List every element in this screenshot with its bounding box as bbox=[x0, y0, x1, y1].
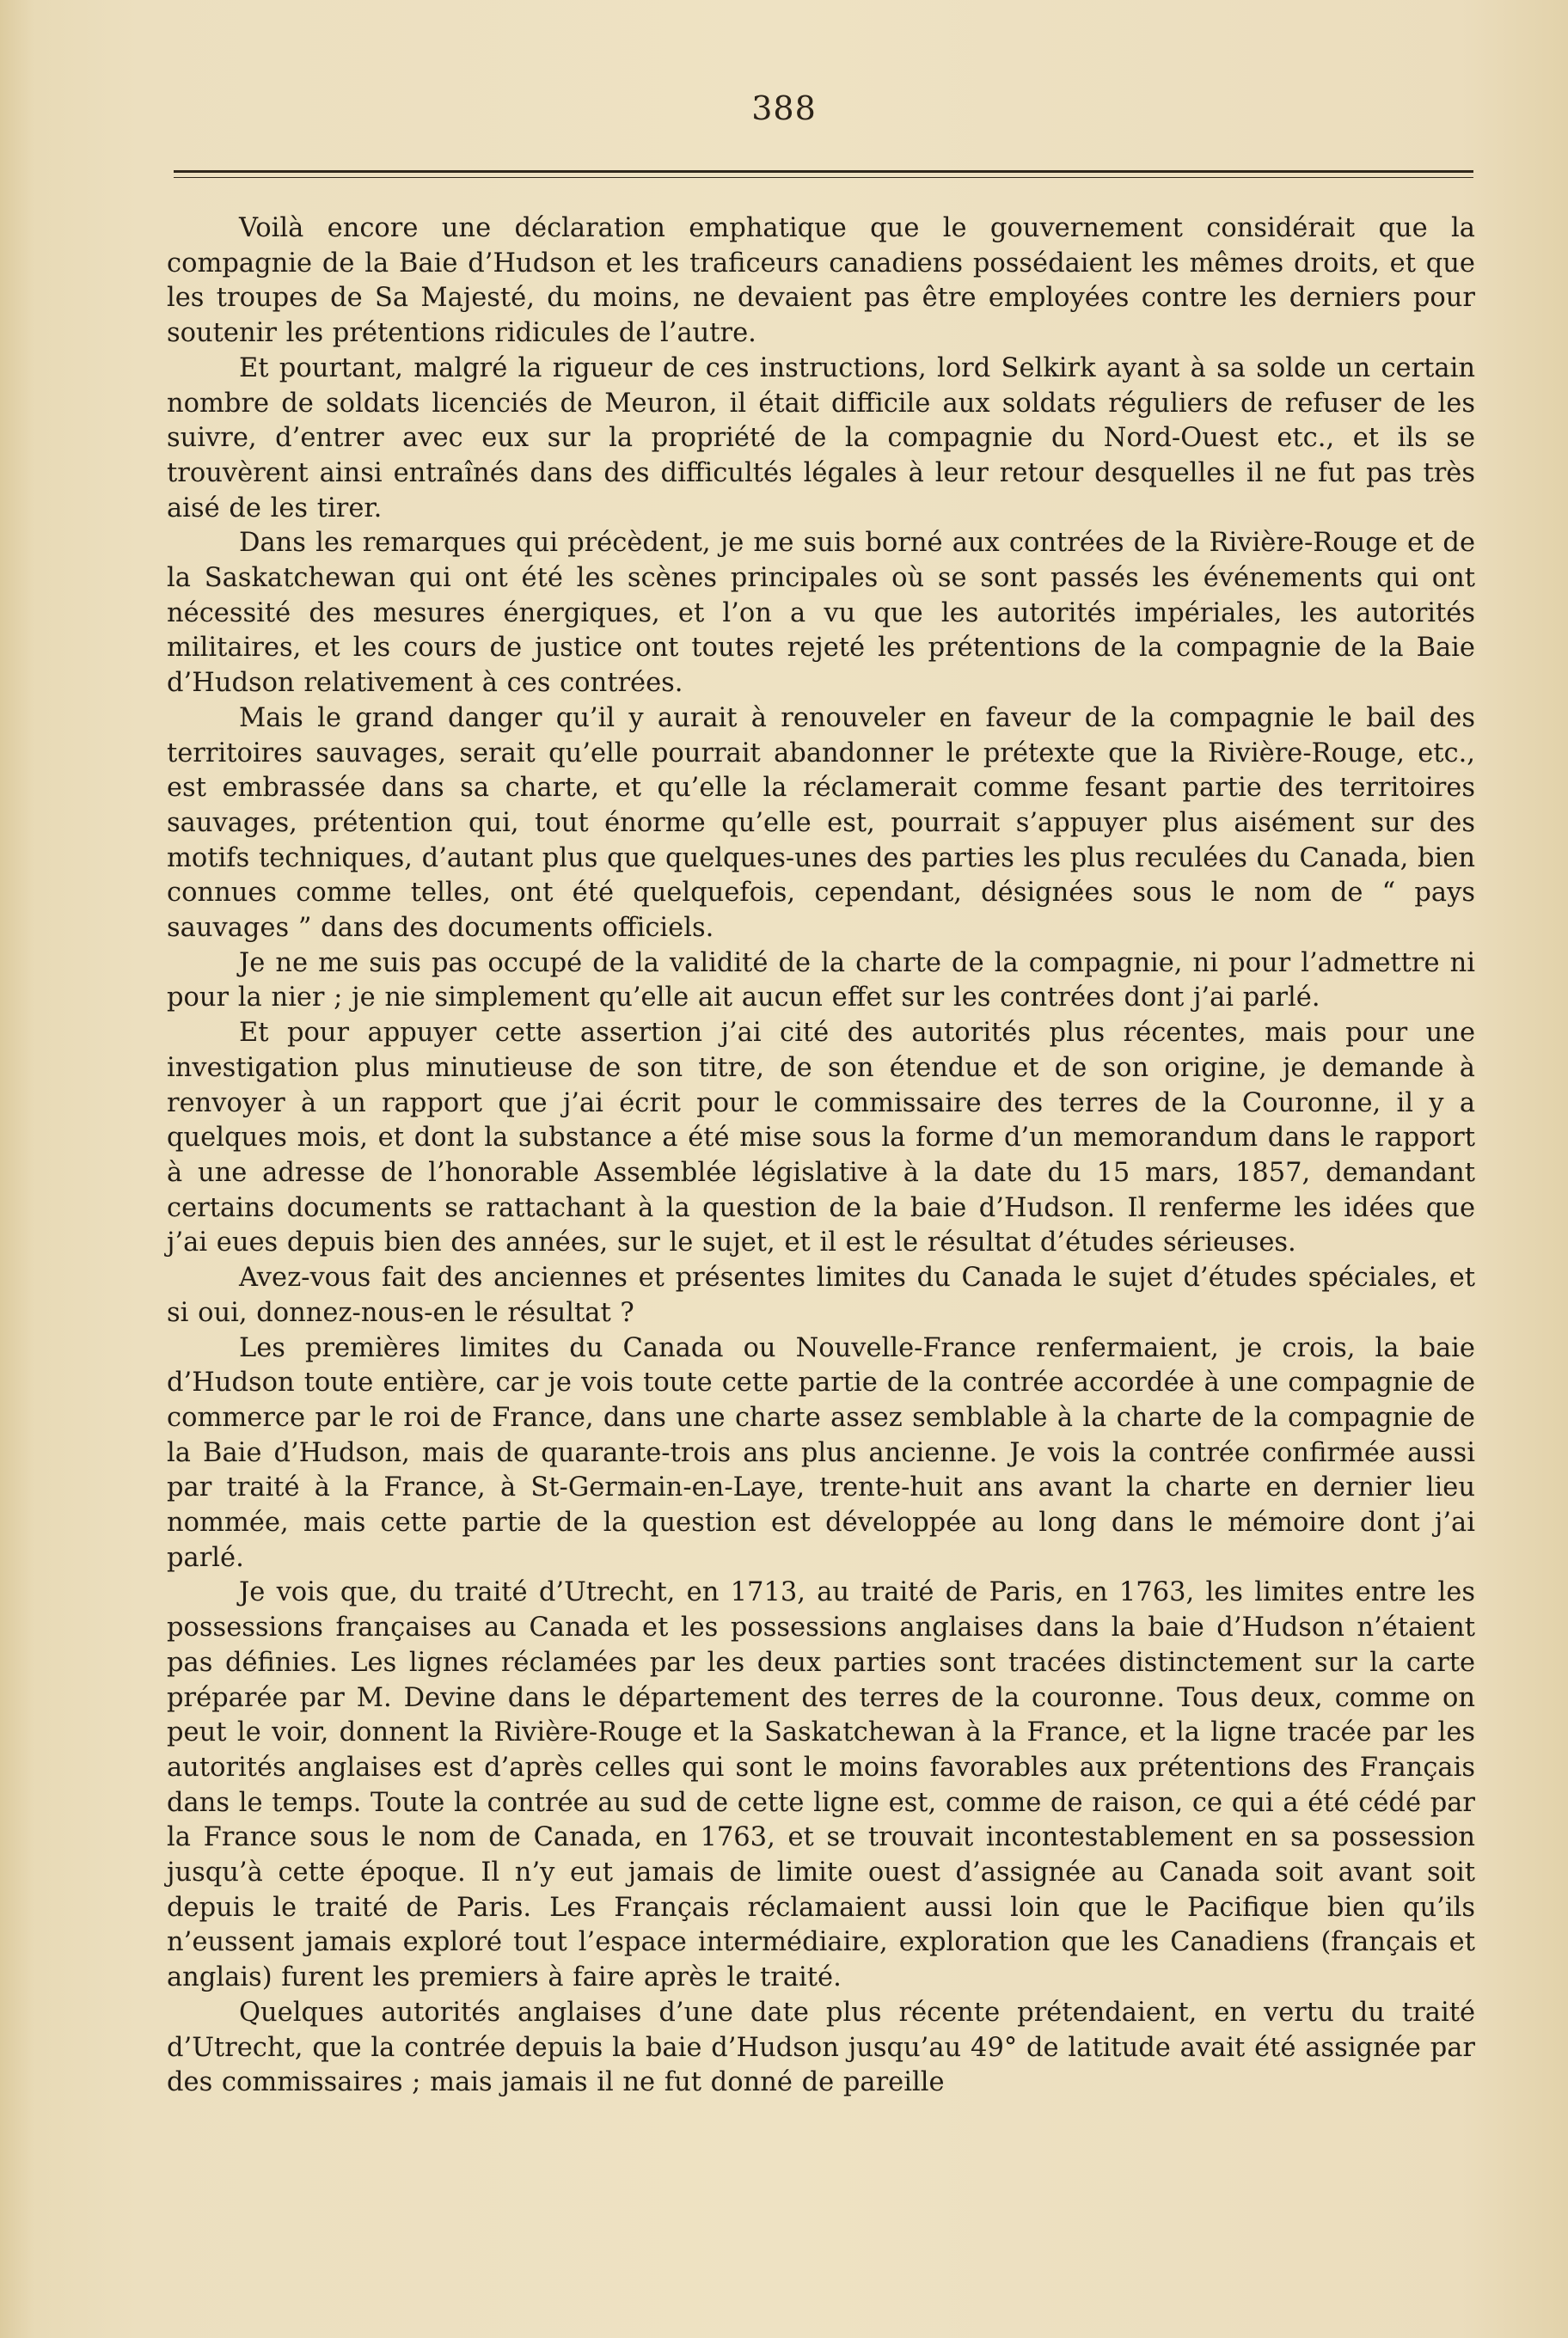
paragraph: Les premières limites du Canada ou Nouvelle-France renfermaient, je crois, la baie d’Hudson toute entière, car je vois toute cette partie de la contrée accordée à une compagnie de commerce par le roi de France, dans une charte assez semblable à la charte de la compagnie de la Baie d’Hudson, mais de quarante-trois ans plus ancienne. Je vois la contrée confirmée aussi par traité à la France, à St-Germain-en-Laye, trente-huit ans avant la charte en dernier lieu nommée, mais cette partie de la question est développée au long dans le mémoire dont j’ai parlé. bbox=[167, 1332, 1475, 1573]
paragraph: Et pourtant, malgré la rigueur de ces instructions, lord Selkirk ayant à sa solde un certain nombre de soldats licenciés de Meuron, il était difficile aux soldats réguliers de refuser de les suivre, d’entrer avec eux sur la propriété de la compagnie du Nord-Ouest etc., et ils se trouvèrent ainsi entraînés dans des difficultés légales à leur retour desquelles il ne fut pas très aisé de les tirer. bbox=[167, 352, 1475, 523]
paragraph: Voilà encore une déclaration emphatique que le gouvernement considérait que la compagnie de la Baie d’Hudson et les traficeurs canadiens possédaient les mêmes droits, et que les troupes de Sa Majesté, du moins, ne devaient pas être employées contre les derniers pour soutenir les prétentions ridicules de l’autre. bbox=[167, 213, 1475, 349]
paragraph: Je vois que, du traité d’Utrecht, en 1713, au traité de Paris, en 1763, les limites entre les possessions françaises au Canada et les possessions anglaises dans la baie d’Hudson n’étaient pas définies. Les lignes réclamées par les deux parties sont tracées distinctement sur la carte préparée par M. Devine dans le département des terres de la couronne. Tous deux, comme on peut le voir, donnent la Rivière-Rouge et la Saskatchewan à la France, et la ligne tracée par les autorités anglaises est d’après celles qui sont le moins favorables aux prétentions des Français dans le temps. Toute la contrée au sud de cette ligne est, comme de raison, ce qui a été cédé par la France sous le nom de Canada, en 1763, et se trouvait incontestablement en sa possession jusqu’à cette époque. Il n’y eut jamais de limite ouest d’assignée au Canada soit avant soit depuis le traité de Paris. Les Français réclamaient aussi loin que le Pacifique bien qu’ils n’eussent jamais exploré tout l’espace intermédiaire, exploration que les Canadiens (français et anglais) furent les premiers à faire après le traité. bbox=[167, 1577, 1475, 1993]
page-number: 388 bbox=[751, 89, 817, 127]
header-rule-thin bbox=[174, 177, 1473, 178]
paragraph: Avez-vous fait des anciennes et présentes limites du Canada le sujet d’études spéciales, et si oui, donnez-nous-en le résultat ? bbox=[167, 1263, 1475, 1328]
body-text bbox=[167, 211, 1475, 2101]
paragraph: Dans les remarques qui précèdent, je me suis borné aux contrées de la Rivière-Rouge et de la Saskatchewan qui ont été les scènes principales où se sont passés les événements qui ont nécessité des mesures énergiques, et l’on a vu que les autorités impériales, les autorités militaires, et les cours de justice ont toutes rejeté les prétentions de la compagnie de la Baie d’Hudson relativement à ces contrées. bbox=[167, 528, 1475, 699]
paragraph: Quelques autorités anglaises d’une date plus récente prétendaient, en vertu du traité d’Utrecht, que la contrée depuis la baie d’Hudson jusqu’au 49° de latitude avait été assignée par des commissaires ; mais jamais il ne fut donné de pareille bbox=[167, 1997, 1475, 2098]
header-rule-thick bbox=[174, 170, 1473, 173]
paragraph: Mais le grand danger qu’il y aurait à renouveler en faveur de la compagnie le bail des territoires sauvages, serait qu’elle pourrait abandonner le prétexte que la Rivière-Rouge, etc., est embrassée dans sa charte, et qu’elle la réclamerait comme fesant partie des territoires sauvages, prétention qui, tout énorme qu’elle est, pourrait s’appuyer plus aisément sur des motifs techniques, d’autant plus que quelques-unes des parties les plus reculées du Canada, bien connues comme telles, ont été quelquefois, cependant, désignées sous le nom de “ pays sauvages ” dans des documents officiels. bbox=[167, 702, 1475, 944]
paragraph: Et pour appuyer cette assertion j’ai cité des autorités plus récentes, mais pour une investigation plus minutieuse de son titre, de son étendue et de son origine, je demande à renvoyer à un rapport que j’ai écrit pour le commissaire des terres de la Couronne, il y a quelques mois, et dont la substance a été mise sous la forme d’un memorandum dans le rapport à une adresse de l’honorable Assemblée législative à la date du 15 mars, 1857, demandant certains documents se rattachant à la question de la baie d’Hudson. Il renferme les idées que j’ai eues depuis bien des années, sur le sujet, et il est le résultat d’études sérieuses. bbox=[167, 1018, 1475, 1258]
paragraph: Je ne me suis pas occupé de la validité de la charte de la compagnie, ni pour l’admettre ni pour la nier ; je nie simplement qu’elle ait aucun effet sur les contrées dont j’ai parlé. bbox=[167, 947, 1475, 1013]
